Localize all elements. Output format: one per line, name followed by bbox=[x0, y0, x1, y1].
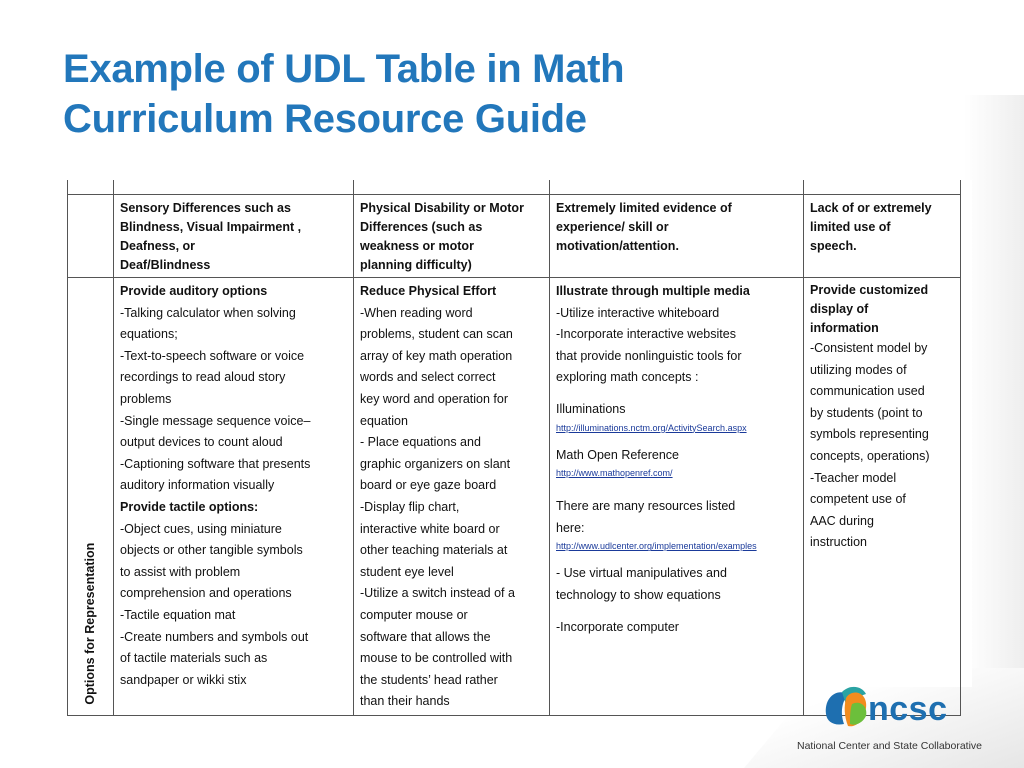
option-line: -Captioning software that presents bbox=[120, 456, 311, 471]
speech-option-line: by students (point to bbox=[810, 405, 923, 420]
header-cell-speech bbox=[804, 195, 961, 278]
option-line: problems bbox=[120, 391, 172, 406]
option-line: computer mouse or bbox=[360, 607, 468, 622]
table-header-row bbox=[68, 195, 961, 278]
option-line: comprehension and operations bbox=[120, 586, 292, 601]
option-line: -Text-to-speech software or voice bbox=[120, 348, 305, 363]
option-line: graphic organizers on slant bbox=[360, 456, 511, 471]
media-line: technology to show equations bbox=[556, 587, 721, 602]
media-line: - Use virtual manipulatives and bbox=[556, 566, 727, 581]
speech-option-line: concepts, operations) bbox=[810, 448, 930, 463]
option-line: -Create numbers and symbols out bbox=[120, 629, 309, 644]
table-top-strip bbox=[68, 180, 961, 195]
header-empty-cell bbox=[68, 195, 114, 278]
cell-physical-options bbox=[354, 278, 550, 716]
speech-heading-line: display of bbox=[810, 302, 869, 316]
speech-option-line: instruction bbox=[810, 535, 867, 550]
udl-table bbox=[67, 180, 961, 716]
option-line: software that allows the bbox=[360, 629, 491, 644]
option-line: than their hands bbox=[360, 694, 450, 709]
speech-option-line: -Consistent model by bbox=[810, 341, 928, 355]
option-line: -When reading word bbox=[360, 305, 473, 320]
option-line: other teaching materials at bbox=[360, 543, 508, 558]
header-line: limited use of bbox=[810, 220, 891, 234]
table-row-representation bbox=[68, 278, 961, 716]
resource-text: There are many resources listed bbox=[556, 499, 736, 514]
media-line: that provide nonlinguistic tools for bbox=[556, 348, 742, 363]
option-line: equations; bbox=[120, 327, 178, 342]
option-heading: Provide tactile options: bbox=[120, 499, 259, 514]
header-line: Lack of or extremely bbox=[810, 201, 932, 215]
option-line: - Place equations and bbox=[360, 435, 481, 450]
header-line: Deaf/Blindness bbox=[120, 258, 211, 272]
option-line: -Utilize a switch instead of a bbox=[360, 586, 515, 601]
title-line-1: Example of UDL Table in Math bbox=[63, 47, 625, 91]
option-heading: Provide auditory options bbox=[120, 284, 268, 298]
header-line: weakness or motor bbox=[360, 239, 474, 253]
option-line: to assist with problem bbox=[120, 564, 241, 579]
speech-option-line: communication used bbox=[810, 384, 925, 399]
logo-wordmark: ncsc bbox=[868, 690, 948, 728]
option-line: board or eye gaze board bbox=[360, 478, 497, 493]
resource-link-illuminations[interactable]: http://illuminations.nctm.org/ActivitySearch.aspx bbox=[556, 422, 747, 433]
option-heading: Reduce Physical Effort bbox=[360, 284, 497, 298]
option-line: -Talking calculator when solving bbox=[120, 305, 296, 320]
media-line: exploring math concepts : bbox=[556, 370, 699, 385]
media-line: -Utilize interactive whiteboard bbox=[556, 305, 720, 320]
slide-background-shape bbox=[964, 95, 1024, 768]
option-line: student eye level bbox=[360, 564, 454, 579]
logo-leaf-green bbox=[850, 703, 866, 725]
media-heading: Illustrate through multiple media bbox=[556, 284, 750, 298]
header-cell-experience bbox=[550, 195, 804, 278]
header-line: experience/ skill or bbox=[556, 220, 669, 234]
resource-link-udlcenter[interactable]: http://www.udlcenter.org/implementation/examples bbox=[556, 541, 757, 552]
option-line: recordings to read aloud story bbox=[120, 370, 286, 385]
side-label-cell bbox=[68, 278, 114, 716]
media-line: -Incorporate interactive websites bbox=[556, 327, 736, 342]
option-line: the students’ head rather bbox=[360, 672, 498, 687]
header-line: Physical Disability or Motor bbox=[360, 201, 524, 215]
option-line: mouse to be controlled with bbox=[360, 651, 513, 666]
option-line: problems, student can scan bbox=[360, 327, 513, 342]
media-line: -Incorporate computer bbox=[556, 619, 679, 634]
side-label: Options for Representation bbox=[82, 543, 97, 705]
cell-media-options bbox=[550, 278, 804, 716]
option-line: objects or other tangible symbols bbox=[120, 543, 303, 558]
option-line: words and select correct bbox=[360, 370, 496, 385]
option-line: of tactile materials such as bbox=[120, 651, 268, 666]
header-cell-physical bbox=[354, 195, 550, 278]
slide-title bbox=[63, 44, 624, 144]
option-line: key word and operation for bbox=[360, 391, 509, 406]
option-line: -Single message sequence voice– bbox=[120, 413, 311, 428]
header-line: planning difficulty) bbox=[360, 258, 472, 272]
speech-option-line: AAC during bbox=[810, 513, 874, 528]
header-line: Deafness, or bbox=[120, 239, 196, 253]
option-line: interactive white board or bbox=[360, 521, 500, 536]
speech-option-line: utilizing modes of bbox=[810, 362, 907, 377]
cell-speech-options bbox=[804, 278, 961, 716]
resource-name-illuminations: Illuminations bbox=[556, 401, 626, 416]
option-line: auditory information visually bbox=[120, 478, 275, 493]
title-line-2: Curriculum Resource Guide bbox=[63, 97, 587, 141]
header-line: Differences (such as bbox=[360, 220, 483, 234]
option-line: equation bbox=[360, 413, 408, 428]
logo-subtitle: National Center and State Collaborative bbox=[797, 740, 983, 752]
option-line: -Tactile equation mat bbox=[120, 607, 236, 622]
option-line: output devices to count aloud bbox=[120, 435, 283, 450]
header-line: Extremely limited evidence of bbox=[556, 201, 732, 215]
header-cell-sensory bbox=[114, 195, 354, 278]
resource-text: here: bbox=[556, 520, 585, 535]
header-line: speech. bbox=[810, 239, 857, 253]
option-line: -Display flip chart, bbox=[360, 499, 460, 514]
speech-option-line: symbols representing bbox=[810, 427, 929, 442]
speech-option-line: competent use of bbox=[810, 492, 906, 507]
header-line: motivation/attention. bbox=[556, 239, 679, 253]
cell-sensory-options bbox=[114, 278, 354, 716]
resource-link-math-open-reference[interactable]: http://www.mathopenref.com/ bbox=[556, 468, 673, 479]
speech-heading-line: Provide customized bbox=[810, 283, 929, 297]
speech-heading-line: information bbox=[810, 321, 879, 335]
resource-name-math-open-reference: Math Open Reference bbox=[556, 447, 679, 462]
option-line: -Object cues, using miniature bbox=[120, 521, 282, 536]
speech-option-line: -Teacher model bbox=[810, 470, 897, 485]
option-line: sandpaper or wikki stix bbox=[120, 672, 247, 687]
option-line: array of key math operation bbox=[360, 348, 513, 363]
header-line: Blindness, Visual Impairment , bbox=[120, 220, 302, 234]
header-line: Sensory Differences such as bbox=[120, 201, 291, 215]
